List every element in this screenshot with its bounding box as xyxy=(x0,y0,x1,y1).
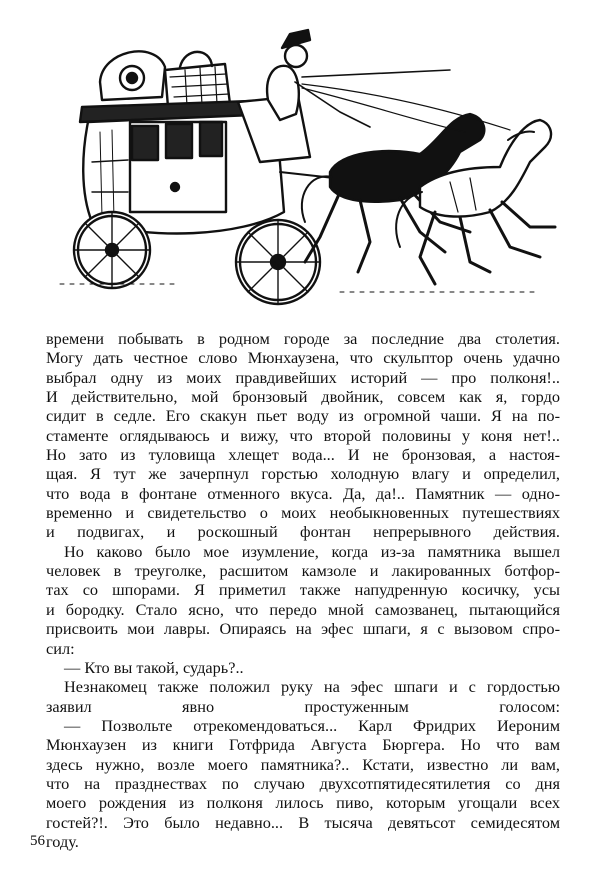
text-line: времени побывать в родном городе за последние два столетия. xyxy=(46,329,560,348)
coach-window-3 xyxy=(200,122,222,156)
text-line: что вода в фонтане отменного вкуса. Да, да!.. Памятник — одно- xyxy=(46,483,560,503)
text-line: и подвигах, и роскошный фонтан непрерывного действия. xyxy=(46,522,560,542)
page-number: 56 xyxy=(30,833,45,849)
text-line: и бородку. Стало ясно, что передо мной самозванец, пытающийся xyxy=(46,599,560,619)
text-line: Могу дать честное слово Мюнхаузена, что скульптор очень удачно xyxy=(46,348,560,368)
text-line: гостей?!. Это было недавно... В тысяча девятьсот семидесятом xyxy=(46,812,560,832)
text-line: И действительно, мой бронзовый двойник, совсем как я, гордо xyxy=(46,387,560,407)
text-line: выбрал одну из моих правдивейших историй — про полконя!.. xyxy=(46,367,560,387)
text-line: сидит в седле. Его скакун пьет воду из огромной чаши. Я на по- xyxy=(46,406,560,426)
stagecoach-illustration xyxy=(40,22,560,307)
text-line: сил: xyxy=(46,638,75,658)
coachman-head xyxy=(285,45,307,67)
text-line: — Кто вы такой, сударь?.. xyxy=(64,657,244,677)
front-wheel xyxy=(236,220,320,304)
text-line: Но каково было мое изумление, когда из-за памятника вышел xyxy=(64,541,560,561)
text-line: присвоить мои лавры. Опираясь на эфес шпаги, я с вызовом спро- xyxy=(46,619,560,639)
body-text xyxy=(46,329,560,851)
text-line: временно и свидетельство о моих необыкновенных путешествиях xyxy=(46,503,560,523)
text-line: Мюнхаузен из книги Готфрида Августа Бюргера. Но что вам xyxy=(46,735,560,755)
rear-wheel xyxy=(74,212,150,288)
text-line: Но зато из туловища хлещет вода... И не бронзовая, а настоя- xyxy=(46,445,560,465)
text-line: человек в треуголке, расшитом камзоле и лакированных ботфор- xyxy=(46,561,560,581)
paragraph-1 xyxy=(46,329,560,542)
coachman-whip xyxy=(302,70,450,77)
coach-window-2 xyxy=(166,124,192,158)
text-line: стаменте оглядываюсь и вижу, что второй половины у коня нет!.. xyxy=(46,425,560,445)
front-horse xyxy=(396,120,555,284)
text-line: моего рождения из полконя лилось пиво, которым угощали всех xyxy=(46,793,560,813)
text-line: году. xyxy=(46,831,79,851)
stagecoach-drawing xyxy=(40,22,560,307)
text-line: здесь нужно, возле моего памятника?.. Кстати, известно ли вам, xyxy=(46,754,560,774)
paragraph-3 xyxy=(46,658,560,677)
paragraph-4 xyxy=(46,677,560,716)
text-line: тах со шпорами. Я приметил также напудренную косичку, усы xyxy=(46,580,560,600)
paragraph-5 xyxy=(46,716,560,851)
text-line: что на празднествах по случаю двухсотпятидесятилетия со дня xyxy=(46,773,560,793)
paragraph-2 xyxy=(46,542,560,658)
text-line: — Позвольте отрекомендоваться... Карл Фридрих Иероним xyxy=(64,715,560,735)
text-line: заявил явно простуженным голосом: xyxy=(46,696,560,716)
coach-window-1 xyxy=(132,126,158,160)
text-line: Незнакомец также положил руку на эфес шпаги и с гордостью xyxy=(64,677,560,697)
text-line: щая. Я тут же зачерпнул горстью холодную влагу и определил, xyxy=(46,464,560,484)
